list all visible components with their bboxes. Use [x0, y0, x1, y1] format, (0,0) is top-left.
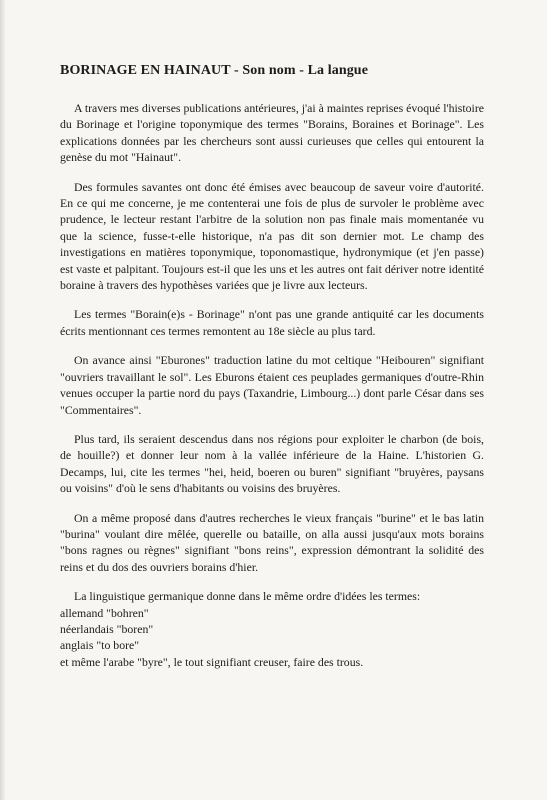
paragraph-1: A travers mes diverses publications antérieures, j'ai à maintes reprises évoqué l'histoire du Borinage et l'origine toponymique des termes "Borains, Boraines et Borinage". Les explications données par les chercheurs sont aussi curieuses que celles qui entourent la genèse du mot "Hainaut". [60, 101, 484, 165]
term-line-german: allemand "bohren" [60, 605, 149, 620]
paragraph-7-intro: La linguistique germanique donne dans le même ordre d'idées les termes: [74, 589, 421, 604]
paragraph-2: Des formules savantes ont donc été émises avec beaucoup de saveur voire d'autorité. En ce qui me concerne, je me contenterai une fois de plus de survoler le problème avec prudence, le lecteur restant l'arbitre de la solution non pas finale mais momentanée vu que la science, fusse-t-elle historique, n'a pas dit son dernier mot. Le champ des investigations en matières toponymique, toponomastique, hydronymique (et j'en passe) est vaste et palpitant. Toujours est-il que les uns et les autres ont fait dériver notre identité boraine à travers des hypothèses variées que je livre aux lecteurs. [60, 179, 484, 293]
paragraph-7 [60, 588, 484, 670]
page-title: BORINAGE EN HAINAUT - Son nom - La langue [60, 63, 369, 78]
term-line-arabic: et même l'arabe "byre", le tout signifiant creuser, faire des trous. [60, 654, 364, 669]
term-line-dutch: néerlandais "boren" [60, 621, 154, 636]
paragraph-5: Plus tard, ils seraient descendus dans nos régions pour exploiter le charbon (de bois, de houille?) et donner leur nom à la vallée inférieure de la Haine. L'historien G. Decamps, lui, cite les termes "hei, heid, boeren ou buren" signifiant "bruyères, paysans ou voisins" d'où le sens d'habitants ou voisins des bruyères. [60, 431, 484, 496]
paragraph-4: On avance ainsi "Eburones" traduction latine du mot celtique "Heibouren" signifiant "ouvriers travaillant le sol". Les Eburons étaient ces peuplades germaniques d'outre-Rhin venues occuper la partie nord du pays (Taxandrie, Limbourg...) dont parle César dans ses "Commentaires". [60, 353, 484, 417]
term-line-english: anglais "to bore" [60, 638, 140, 653]
paragraph-3: Les termes "Borain(e)s - Borinage" n'ont pas une grande antiquité car les documents écrits mentionnant ces termes remontent au 18e siècle au plus tard. [60, 307, 484, 338]
paragraph-6: On a même proposé dans d'autres recherches le vieux français "burine" et le bas latin "burina" voulant dire mêlée, querelle ou bataille, on alla aussi jusqu'aux mots borains "bons ragnes ou règnes" signifiant "bons reins", expression démontrant la solidité des reins et du dos des ouvriers borains d'hier. [60, 510, 484, 574]
document-body [60, 100, 484, 670]
